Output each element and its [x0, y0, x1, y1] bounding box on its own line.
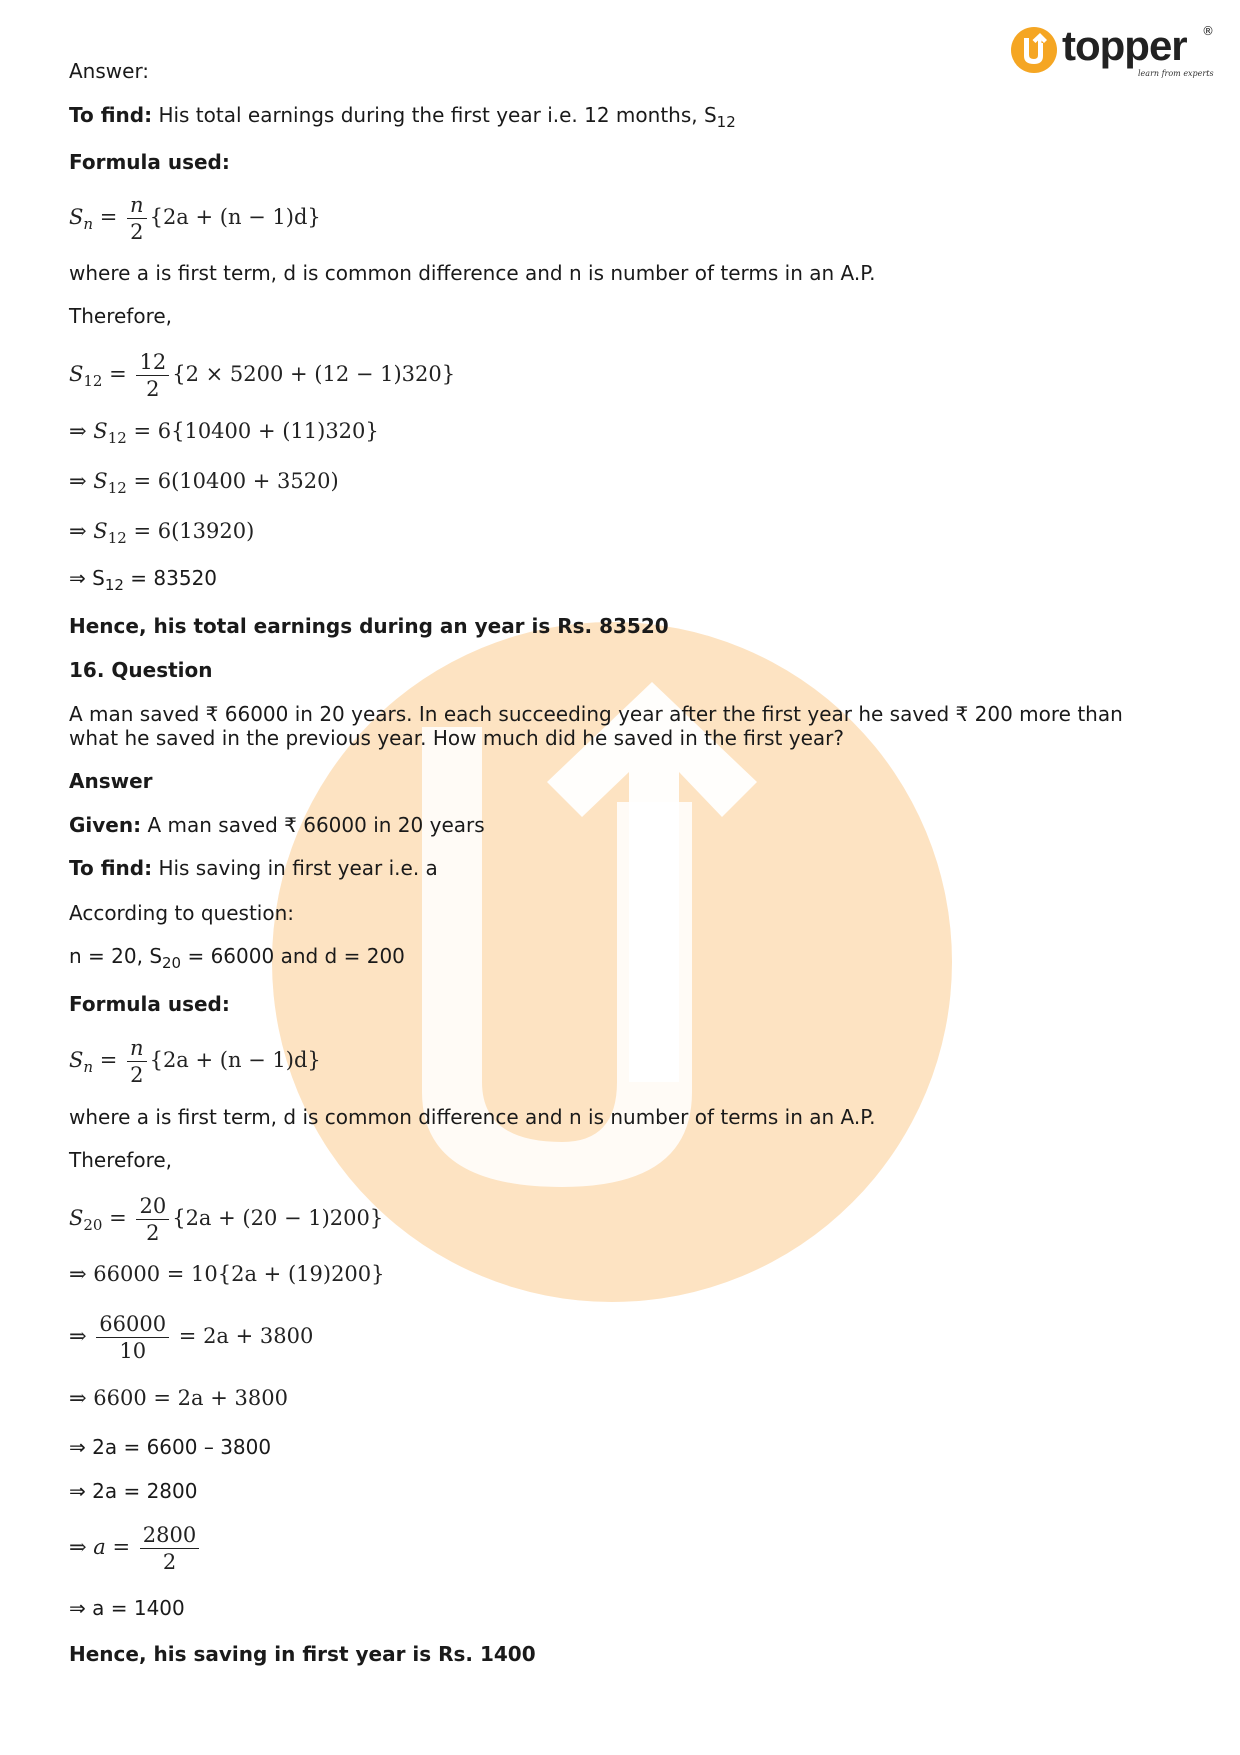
to-find-label: To find: — [69, 103, 153, 127]
formula-used-label: Formula used: — [69, 150, 230, 174]
q16-conditions: n = 20, $S_{20} = 66000$ and d = 200 — [69, 944, 405, 972]
q16-step-1-fraction: $\frac{20}{2}$ — [136, 1193, 169, 1246]
q16-given: Given: A man saved ₹ 66000 in 20 years — [69, 813, 485, 837]
q15-conclusion: Hence, his total earnings during an year is Rs. 83520 — [69, 614, 669, 638]
where-text: where a is first term, d is common difference and n is number of terms in an A.P. — [69, 261, 876, 285]
formula-fraction: $\frac{n}{2}$ — [127, 192, 147, 245]
q16-therefore: Therefore, — [69, 1148, 173, 1172]
q16-formula-sn: $S_n$ = $\frac{n}{2}$ {2a + (n − 1)d} — [69, 1036, 321, 1087]
q16-step-3-fraction: $\frac{66000}{10}$ — [96, 1311, 169, 1364]
q16-answer-label: Answer — [69, 769, 153, 793]
q16-step-7: ⇒ a = $\frac{2800}{2}$ — [69, 1522, 202, 1575]
q16-to-find: To find: His saving in first year i.e. a — [69, 856, 438, 880]
step-3: ⇒ $S_{12} = 6(10400 + 3520)$ — [69, 469, 339, 498]
q16-where-text: where a is first term, d is common difference and n is number of terms in an A.P. — [69, 1105, 876, 1129]
to-find-text: His total earnings during the first year i.e. 12 months, S — [158, 103, 717, 127]
q16-conclusion: Hence, his saving in first year is Rs. 1400 — [69, 1642, 536, 1666]
to-find-sub: 12 — [716, 113, 736, 131]
q16-heading: 16. Question — [69, 658, 213, 682]
step-2: ⇒ $S_{12} = 6\{10400 + (11)320\}$ — [69, 419, 379, 448]
step-4: ⇒ $S_{12} = 6(13920)$ — [69, 519, 255, 548]
logo-tagline: learn from experts — [1138, 69, 1214, 78]
q16-step-6: ⇒ 2a = 2800 — [69, 1479, 198, 1503]
q16-according: According to question: — [69, 901, 294, 925]
step-fraction: $\frac{12}{2}$ — [136, 349, 169, 402]
logo-text: topper — [1062, 22, 1187, 69]
q16-formula-fraction: $\frac{n}{2}$ — [127, 1035, 147, 1088]
q16-step-4: ⇒ 6600 = 2a + 3800 — [69, 1386, 288, 1410]
q16-step-5: ⇒ 2a = 6600 – 3800 — [69, 1435, 272, 1459]
q16-step-1: $S_{20}$ = $\frac{20}{2}$ {2a + (20 − 1)200} — [69, 1194, 384, 1245]
topper-logo-icon — [1010, 26, 1058, 74]
q16-step-2: ⇒ 66000 = 10{2a + (19)200} — [69, 1262, 385, 1286]
step-s12-formula: $S_{12}$ = $\frac{12}{2}$ {2 × 5200 + (12 − 1)320} — [69, 350, 456, 401]
registered-mark: ® — [1202, 24, 1214, 38]
q16-step-3: ⇒ $\frac{66000}{10}$ = 2a + 3800 — [69, 1312, 314, 1363]
answer-label: Answer: — [69, 59, 150, 83]
brand-logo — [1010, 22, 1215, 88]
q15-to-find — [69, 103, 736, 134]
q16-question: A man saved ₹ 66000 in 20 years. In each succeeding year after the first year he saved ₹ 200 more than what he saved in the previous year. How much did he saved in the first year? — [69, 702, 1123, 750]
formula-sn: $S_n$ = $\frac{n}{2}$ {2a + (n − 1)d} — [69, 193, 321, 244]
q16-step-8: ⇒ a = 1400 — [69, 1596, 185, 1620]
q16-step-7-fraction: $\frac{2800}{2}$ — [140, 1522, 199, 1575]
step-5: ⇒ $S_{12} = 83520$ — [69, 566, 218, 594]
q16-formula-label: Formula used: — [69, 992, 230, 1016]
therefore-text: Therefore, — [69, 304, 173, 328]
